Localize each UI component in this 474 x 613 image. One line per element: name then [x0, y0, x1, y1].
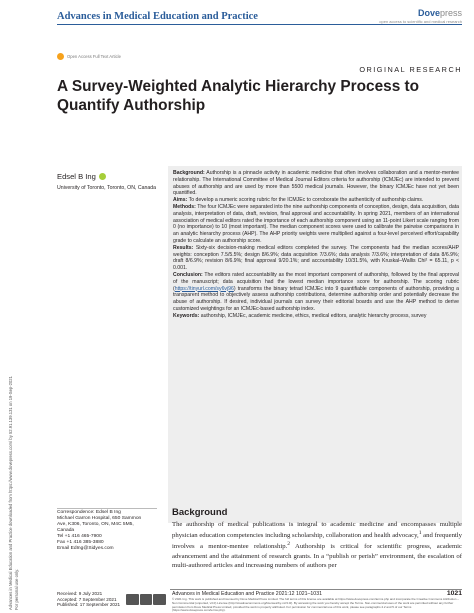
- abstract-conclusion: [173, 272, 459, 313]
- abstract-methods-label: Methods:: [173, 203, 196, 210]
- citation-ref-2[interactable]: 2: [287, 541, 291, 548]
- abstract-keywords: [173, 313, 459, 320]
- abstract-conclusion-text-a: The editors rated accountability as the most important component of authorship, followed by the final approval of the manuscript; data acquisition had the lowest median importance score for authorship. The scoring rubric (: [173, 271, 459, 292]
- abstract-keywords-label: Keywords:: [173, 312, 200, 319]
- correspondence-fax: Fax +1 416 385-3880: [57, 540, 104, 545]
- scoring-rubric-link[interactable]: https://tinyurl.com/sy6vj96: [174, 285, 234, 292]
- journal-title[interactable]: Advances in Medical Education and Practice: [57, 11, 258, 22]
- abstract-background-text: Authorship is a pinnacle activity in academic medicine that often involves collaboration and a mentor-mentee relationship. The International Committee of Medical Journal Editors criteria for authorship (ICMJEc) are intended to prevent abuses of authorship and are used by more than 5500 medical journals. However, the binary ICMJEc have not yet been quantified.: [173, 170, 459, 197]
- publisher-name-light: press: [439, 8, 462, 18]
- publisher-name-bold: Dove: [417, 8, 440, 18]
- abstract-methods-text: The four ICMJEc were separated into the nine authorship components of conception, design, data acquisition, data analysis, interpretation of data, draft, revision, final approval and accountability. In spring 2021, members of an international association of medical editors rated the importance of each authorship component using an 11-point Likert scale ranging from 0 (no importance) to 10 (most important). The median component scores were used to calibrate the pairwise comparisons in an analytic hierarchy process (AHP). The AHP priority weights were multiplied against a four-level perceived effort/capability grade to calculate an authorship score.: [173, 203, 459, 244]
- creative-commons-icon[interactable]: [126, 594, 166, 605]
- abstract-aims: [173, 197, 459, 204]
- abstract-results-label: Results:: [173, 244, 194, 251]
- abstract-keywords-text: authorship, ICMJEc, academic medicine, ethics, medical editors, analytic hierarchy process, survey: [200, 312, 427, 319]
- open-access-label: Open Access Full Text Article: [67, 54, 121, 59]
- correspondence-line: Ave, K306, Toronto, ON, M4C 5M5,: [57, 522, 134, 527]
- correspondence-email[interactable]: Email EdIng@Sidyes.com: [57, 546, 114, 551]
- abstract-results-text: Sixty-six decision-making medical editors completed the survey. The components had the median scores/AHP weights: conception 7.5/5.5%; design 8/6.9%; data acquisition 7/3.6%; data analysis 7/3.6%; interpretation of data 8/6.9%; draft 8/6.9%; revision 8/6.9%; final approval 9/20.1%; and accountability 10/31.5%, with Kruskal–Wallis Chi² = 65.11, p < 0.001.: [173, 244, 459, 272]
- author: [57, 172, 106, 181]
- abstract-conclusion-text-b: ) transforms the binary tetrad ICMJEc into 9 quantifiable components of authorship, providing a transparent method to objectively assess authorship contributions, determine authorship order and potentially decrease the abuse of authorship. If desired, individual journals can survey their editorial boards and use the AHP method to derive customized weightings for an ICMJEc-based authorship index.: [173, 285, 459, 312]
- header-divider: [57, 24, 462, 25]
- footer-divider: [170, 589, 462, 590]
- article-type: ORIGINAL RESEARCH: [359, 65, 462, 74]
- body-paragraph: [172, 520, 462, 570]
- author-name: Edsel B Ing: [57, 172, 96, 181]
- abstract-aims-text: To develop a numeric scoring rubric for the ICMJEc to corroborate the authenticity of authorship claims.: [188, 197, 424, 204]
- abstract-aims-label: Aims:: [173, 197, 188, 204]
- orcid-icon[interactable]: [99, 173, 106, 180]
- body-text-b: and frequently involves a mentor-mentee relationship.: [172, 532, 462, 551]
- open-access-icon: [57, 53, 64, 60]
- license-text: © 2021 Ing. This work is published and licensed by Dove Medical Press Limited. The full terms of this license are available at https://www.dovepress.com/terms.php and incorporate the Creative Commons Attribution – Non Commercial (unported, v3.0) License (http://creativecommons.org/licenses/by-nc/3.0/). By accessing the work you hereby accept the Terms. Non-commercial uses of the work are permitted without any further permission from Dove Medical Press Limited, provided the work is properly attributed. For permission for commercial use of this work, please see paragraphs 4.2 and 5 of our Terms (https://www.dovepress.com/terms.php).: [172, 597, 459, 613]
- body-text-c: Authorship is critical for scientific progress, academic advancement and the attainment of research grants. In a “publish or perish” environment, the escalation of multi-authored articles and increasing numbers of authors per: [172, 543, 463, 569]
- download-notice: Advances in Medical Education and Practice downloaded from https://www.dovepress.com/ by 52.91.139.131 on 19-Sep-2021: [8, 376, 13, 610]
- abstract-results: [173, 245, 459, 272]
- personal-use-notice: For personal use only.: [14, 568, 19, 610]
- published-date: Published: 17 September 2021: [57, 602, 121, 608]
- abstract-background-label: Background:: [173, 170, 205, 176]
- received-date: Received: 9 July 2021: [57, 591, 103, 596]
- abstract-methods: [173, 204, 459, 245]
- article-title: A Survey-Weighted Analytic Hierarchy Process to Quantify Authorship: [57, 78, 420, 114]
- publisher-tagline: open access to scientific and medical research: [379, 19, 462, 24]
- correspondence-block: [57, 510, 162, 552]
- correspondence-line: Canada: [57, 528, 75, 533]
- abstract-background: [173, 170, 459, 197]
- author-affiliation: University of Toronto, Toronto, ON, Canada: [57, 185, 156, 191]
- section-heading-background: Background: [172, 507, 228, 518]
- abstract: [173, 170, 459, 320]
- open-access-badge: [57, 53, 121, 60]
- publication-dates: [57, 591, 120, 608]
- abstract-conclusion-label: Conclusion:: [173, 271, 203, 278]
- correspondence-line: Michael Garron Hospital, 650 Sammon: [57, 516, 142, 521]
- footer-citation: Advances in Medical Education and Practice 2021:12 1021–1031: [172, 591, 322, 597]
- accepted-date: Accepted: 7 September 2021: [57, 596, 117, 602]
- correspondence-divider: [57, 508, 157, 509]
- correspondence-phone: Tel +1 416 465-7900: [57, 534, 102, 539]
- body-text-a: The authorship of medical publications is integral to academic medicine and encompasses multiple physician education competencies including scholarship, collaboration and health advocacy,: [172, 521, 462, 540]
- page-number: 1021: [446, 590, 462, 597]
- correspondence-heading: Correspondence: Edsel B Ing: [57, 510, 121, 515]
- publisher-logo[interactable]: [418, 8, 462, 18]
- citation-ref-1[interactable]: 1: [418, 530, 422, 537]
